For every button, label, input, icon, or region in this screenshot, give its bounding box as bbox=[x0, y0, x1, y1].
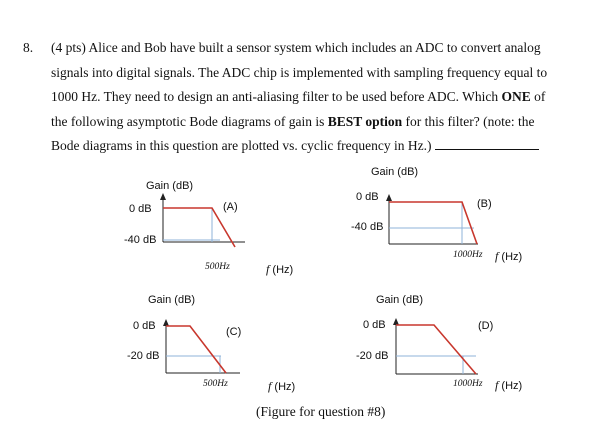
plot-c-xlabel bbox=[268, 379, 295, 394]
emphasis-one: ONE bbox=[501, 89, 531, 104]
y-axis-arrow bbox=[163, 319, 169, 326]
plot-d-top-level: 0 dB bbox=[363, 319, 386, 331]
question-text: signals into digital signals. The ADC chip is implemented with sampling frequency equal to bbox=[51, 65, 548, 80]
gain-response bbox=[163, 208, 235, 247]
question-text: for this filter? (note: the bbox=[402, 114, 535, 129]
plot-a-ylabel: Gain (dB) bbox=[146, 180, 194, 192]
question-text: Bode diagrams in this question are plotted vs. cyclic frequency in Hz.) bbox=[51, 138, 432, 153]
plot-a-low-level: -40 dB bbox=[124, 234, 157, 246]
figure-caption: (Figure for question #8) bbox=[256, 404, 386, 419]
emphasis-best-option: BEST option bbox=[327, 114, 403, 129]
plot-a-cutoff: 500Hz bbox=[205, 262, 230, 272]
y-axis-arrow bbox=[393, 318, 399, 325]
frequency-unit: (Hz) bbox=[498, 251, 523, 263]
plot-d-xlabel bbox=[495, 378, 522, 393]
plot-c-low-level: -20 dB bbox=[127, 350, 160, 362]
plot-d-label: (D) bbox=[478, 320, 494, 332]
plot-b-cutoff: 1000Hz bbox=[453, 250, 483, 260]
plot-b-ylabel: Gain (dB) bbox=[371, 166, 419, 178]
plot-d-ylabel: Gain (dB) bbox=[376, 294, 424, 306]
y-axis-arrow bbox=[160, 193, 166, 200]
question-text: of bbox=[530, 89, 546, 104]
gain-response bbox=[389, 202, 477, 244]
question-text: (4 pts) Alice and Bob have built a sensor system which includes an ADC to convert analog bbox=[51, 40, 541, 55]
frequency-symbol: f bbox=[268, 379, 272, 393]
plot-c-ylabel: Gain (dB) bbox=[148, 294, 196, 306]
bode-plot-b bbox=[386, 194, 478, 244]
frequency-unit: (Hz) bbox=[271, 381, 296, 393]
plot-a-top-level: 0 dB bbox=[129, 203, 152, 215]
plot-c-cutoff: 500Hz bbox=[203, 379, 228, 389]
question-text: 1000 Hz. They need to design an anti-aliasing filter to be used before ADC. Which bbox=[51, 89, 502, 104]
plot-c-label: (C) bbox=[226, 326, 242, 338]
question-number: 8. bbox=[23, 40, 34, 55]
frequency-unit: (Hz) bbox=[498, 380, 523, 392]
plot-b-label: (B) bbox=[477, 198, 492, 210]
frequency-symbol: f bbox=[495, 249, 499, 263]
plot-a-label: (A) bbox=[223, 201, 238, 213]
plot-d-cutoff: 1000Hz bbox=[453, 379, 483, 389]
plot-a-xlabel bbox=[266, 262, 293, 277]
plot-b-low-level: -40 dB bbox=[351, 221, 384, 233]
plot-b-top-level: 0 dB bbox=[356, 191, 379, 203]
plot-d-low-level: -20 dB bbox=[356, 350, 389, 362]
frequency-symbol: f bbox=[495, 378, 499, 392]
plot-b-xlabel bbox=[495, 249, 522, 264]
frequency-unit: (Hz) bbox=[269, 264, 294, 276]
plot-c-top-level: 0 dB bbox=[133, 320, 156, 332]
question-text: the following asymptotic Bode diagrams of gain is bbox=[51, 114, 328, 129]
gain-response bbox=[166, 326, 226, 373]
y-axis-arrow bbox=[386, 194, 392, 201]
frequency-symbol: f bbox=[266, 262, 270, 276]
gain-response bbox=[396, 325, 476, 374]
bode-plot-d bbox=[393, 318, 478, 374]
